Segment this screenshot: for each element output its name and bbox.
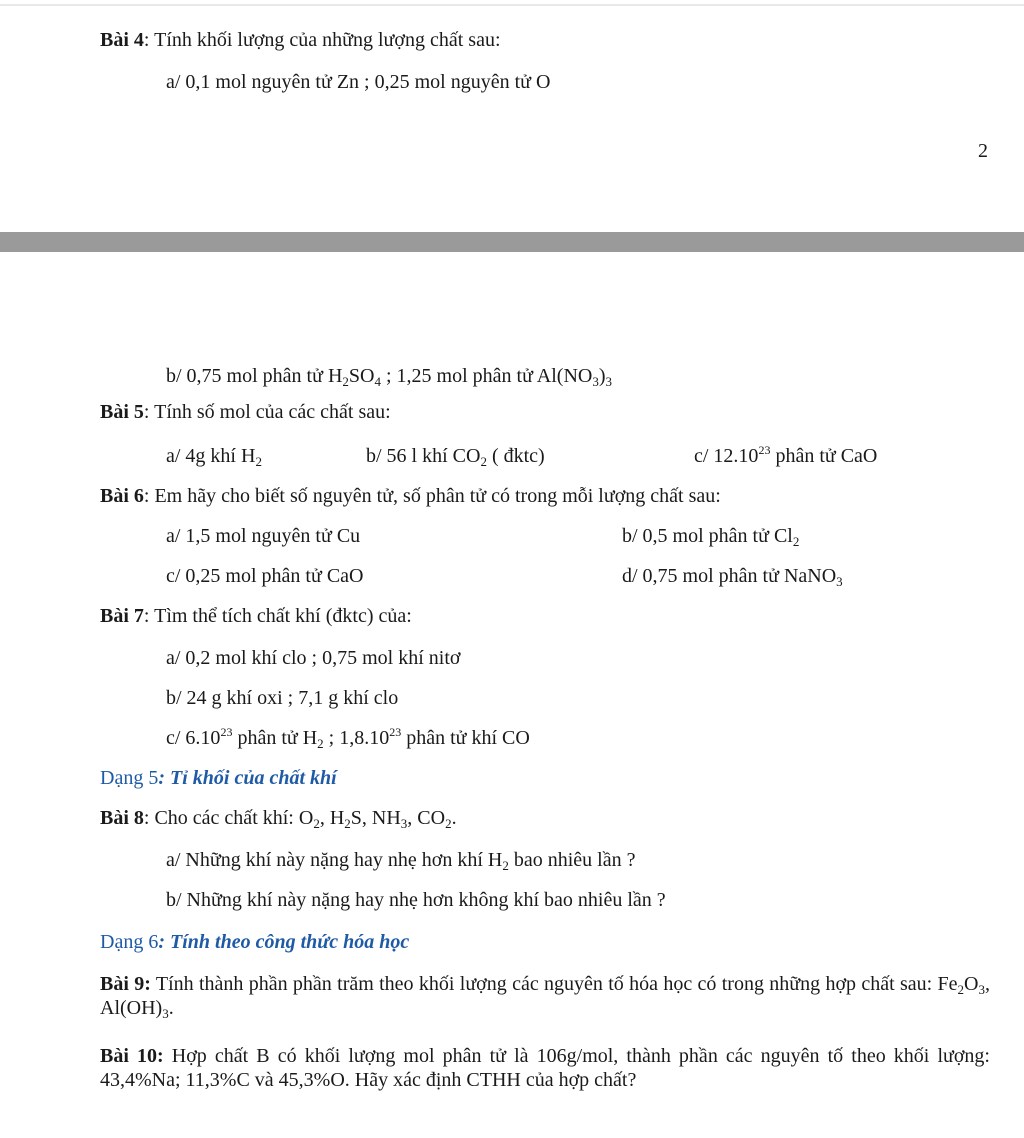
bai5-heading bbox=[100, 400, 391, 424]
bai5-item-b: b/ 56 l khí $CO_2$ ( đktc) bbox=[366, 445, 545, 469]
bai9-paragraph: Bài 9: Tính thành phần phần trăm theo khối lượng các nguyên tố hóa học có trong những hợp chất sau: $Fe_2O_3$, $Al(OH)_3$. bbox=[100, 973, 990, 1021]
bai5-item-c: c/ 12.10$^{23}$ phân tử CaO bbox=[694, 443, 878, 467]
bai6-item-a: a/ 1,5 mol nguyên tử Cu bbox=[166, 525, 361, 547]
bai7-item-a: a/ 0,2 mol khí clo ; 0,75 mol khí nitơ bbox=[166, 647, 461, 669]
bai8-item-b: b/ Những khí này nặng hay nhẹ hơn không khí bao nhiêu lần ? bbox=[166, 889, 666, 911]
bai7-item-c: c/ 6.10$^{23}$ phân tử $H_2$ ; 1,8.10$^{23}$ phân tử khí CO bbox=[166, 725, 530, 751]
bai7-label: Bài 7 bbox=[100, 605, 144, 627]
bai6-item-c: c/ 0,25 mol phân tử CaO bbox=[166, 565, 364, 587]
bai6-text: : Em hãy cho biết số nguyên tử, số phân tử có trong mỗi lượng chất sau: bbox=[143, 485, 721, 507]
bai5-text: : Tính số mol của các chất sau: bbox=[143, 401, 391, 423]
bai8-heading: Bài 8: Cho các chất khí: $O_2$, $H_2S$, $NH_3$, $CO_2$. bbox=[100, 807, 457, 831]
bai6-heading bbox=[100, 484, 721, 508]
bai7-heading bbox=[100, 604, 412, 628]
bai5-label: Bài 5 bbox=[100, 401, 144, 423]
dang5-label: Dạng 5 bbox=[100, 767, 159, 789]
bai5-item-a: a/ 4g khí $H_2$ bbox=[166, 445, 262, 469]
bai8-item-a: a/ Những khí này nặng hay nhẹ hơn khí $H_2$ bao nhiêu lần ? bbox=[166, 849, 636, 873]
bai10-label: Bài 10: bbox=[100, 1045, 164, 1067]
page-break-divider bbox=[0, 232, 1024, 252]
bai8-label: Bài 8 bbox=[100, 807, 144, 829]
dang6-label: Dạng 6 bbox=[100, 931, 159, 953]
bai4-item-a: a/ 0,1 mol nguyên tử Zn ; 0,25 mol nguyên tử O bbox=[166, 71, 551, 93]
dang6-heading bbox=[100, 930, 409, 954]
dang6-text: : Tính theo công thức hóa học bbox=[158, 931, 410, 953]
dang5-text: : Tỉ khối của chất khí bbox=[158, 767, 337, 789]
bai6-item-d: d/ 0,75 mol phân tử NaNO$_3$ bbox=[622, 565, 843, 589]
page-number: 2 bbox=[978, 140, 988, 162]
bai6-label: Bài 6 bbox=[100, 485, 144, 507]
bai10-paragraph: Bài 10: Hợp chất B có khối lượng mol phân tử là 106g/mol, thành phần các nguyên tố theo khối lượng: 43,4%Na; 11,3%C và 45,3%O. Hãy xác định CTHH của hợp chất? bbox=[100, 1045, 990, 1091]
bai4-heading bbox=[100, 28, 501, 52]
bai4-item-b: b/ 0,75 mol phân tử $H_2SO_4$ ; 1,25 mol phân tử $Al(NO_3)_3$ bbox=[166, 365, 613, 389]
bai4-text: : Tính khối lượng của những lượng chất sau: bbox=[143, 29, 501, 51]
dang5-heading bbox=[100, 766, 337, 790]
top-rule bbox=[0, 4, 1024, 6]
bai6-item-b: b/ 0,5 mol phân tử $Cl_2$ bbox=[622, 525, 800, 549]
bai7-text: : Tìm thể tích chất khí (đktc) của: bbox=[143, 605, 412, 627]
bai7-item-b: b/ 24 g khí oxi ; 7,1 g khí clo bbox=[166, 687, 399, 709]
bai9-label: Bài 9: bbox=[100, 973, 151, 995]
bai4-label: Bài 4 bbox=[100, 29, 144, 51]
